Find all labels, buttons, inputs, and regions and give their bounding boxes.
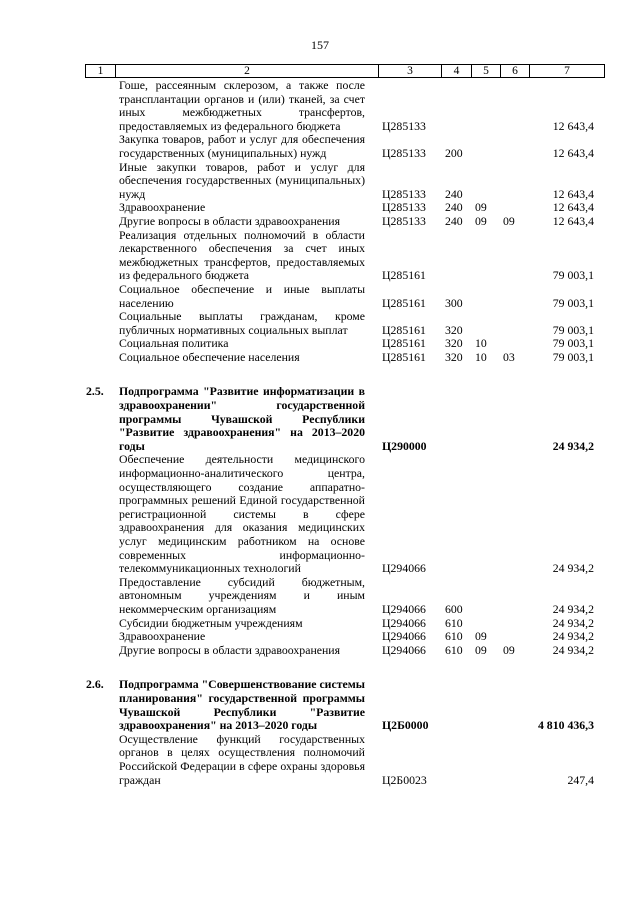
row-code: Ц285161 [382, 349, 426, 364]
row-sum: 24 934,2 [552, 615, 594, 630]
table-row [0, 337, 640, 351]
row-vr: 240 [445, 200, 463, 215]
row-code: Ц2Б0000 [382, 718, 429, 733]
table-row [0, 644, 640, 658]
header-cell: 1 [86, 65, 116, 78]
row-vr: 200 [445, 145, 463, 160]
row-name: Социальная политика [119, 336, 229, 351]
subprogram-row [0, 385, 640, 453]
row-code: Ц285161 [382, 336, 426, 351]
row-code: Ц285133 [382, 145, 426, 160]
table-row [0, 351, 640, 365]
row-sum: 79 003,1 [552, 349, 594, 364]
table-row [0, 453, 640, 575]
row-name: Иные закупки товаров, работ и услуг для обеспечения государственных (муниципальных) нужд [119, 159, 365, 201]
row-code: Ц294066 [382, 601, 426, 616]
row-sum: 12 643,4 [552, 145, 594, 160]
table-row [0, 310, 640, 337]
row-code: Ц285133 [382, 213, 426, 228]
row-sum: 4 810 436,3 [537, 718, 594, 733]
row-name: Осуществление функций государственных органов в целях осуществления полномочий Российской Федерации в сфере охраны здоровья граждан [119, 731, 365, 787]
row-code: Ц285161 [382, 322, 426, 337]
budget-table-body [0, 79, 640, 787]
row-sum: 24 934,2 [552, 601, 594, 616]
row-sum: 12 643,4 [552, 118, 594, 133]
row-name: Субсидии бюджетным учреждениям [119, 615, 303, 630]
header-cell: 2 [116, 65, 379, 78]
table-row [0, 733, 640, 787]
row-sum: 79 003,1 [552, 336, 594, 351]
row-code: Ц2Б0023 [382, 772, 427, 787]
header-cell: 7 [530, 65, 605, 78]
page-number: 157 [311, 38, 329, 52]
table-row [0, 133, 640, 160]
row-name: Предоставление субсидий бюджетным, автономным учреждениям и иным некоммерческим организациям [119, 574, 365, 616]
row-number: 2.6. [86, 677, 104, 692]
row-code: Ц285161 [382, 268, 426, 283]
row-name: Здравоохранение [119, 629, 206, 644]
row-rz: 09 [475, 200, 487, 215]
row-name: Социальные выплаты гражданам, кроме публичных нормативных социальных выплат [119, 309, 365, 337]
row-code: Ц285133 [382, 118, 426, 133]
row-rz: 10 [475, 336, 487, 351]
row-name: Социальное обеспечение и иные выплаты населению [119, 281, 365, 310]
row-name: Другие вопросы в области здравоохранения [119, 642, 341, 657]
table-row [0, 617, 640, 631]
row-sum: 79 003,1 [552, 295, 594, 310]
table-row [0, 201, 640, 215]
header-cell: 6 [501, 65, 530, 78]
row-vr: 610 [445, 642, 463, 657]
row-code: Ц294066 [382, 629, 426, 644]
row-vr: 320 [445, 349, 463, 364]
row-code: Ц294066 [382, 642, 426, 657]
header-cell: 4 [442, 65, 472, 78]
row-pr: 09 [503, 642, 515, 657]
row-code: Ц285133 [382, 200, 426, 215]
row-name: Здравоохранение [119, 200, 206, 215]
table-header [85, 64, 605, 78]
row-sum: 247,4 [567, 772, 594, 787]
row-sum: 79 003,1 [552, 322, 594, 337]
table-row [0, 215, 640, 229]
row-sum: 12 643,4 [552, 186, 594, 201]
row-sum: 24 934,2 [552, 629, 594, 644]
row-rz: 09 [475, 642, 487, 657]
row-name: Другие вопросы в области здравоохранения [119, 213, 341, 228]
row-vr: 320 [445, 322, 463, 337]
row-vr: 610 [445, 629, 463, 644]
row-rz: 09 [475, 629, 487, 644]
row-name: Обеспечение деятельности медицинского информационно-аналитического центра, осуществляющего создание аппаратно-программных решений Единой государственной регистрационной системы в сфере здравоохранения для оказания медицинских услуг медицинским работником на основе современных информационно-телекоммуникационных технологий [119, 452, 365, 576]
row-vr: 240 [445, 186, 463, 201]
table-row [0, 79, 640, 133]
row-vr: 600 [445, 601, 463, 616]
row-sum: 24 934,2 [552, 438, 594, 453]
row-vr: 610 [445, 615, 463, 630]
table-row [0, 576, 640, 617]
subprogram-row [0, 678, 640, 732]
row-number: 2.5. [86, 384, 104, 399]
row-rz: 10 [475, 349, 487, 364]
table-row [0, 630, 640, 644]
header-cell: 3 [379, 65, 442, 78]
row-vr: 320 [445, 336, 463, 351]
header-cell: 5 [472, 65, 501, 78]
row-name: Реализация отдельных полномочий в области лекарственного обеспечения за счет иных межбюджетных трансфертов, предоставляемых из федерального бюджета [119, 227, 365, 283]
row-pr: 09 [503, 213, 515, 228]
row-code: Ц285133 [382, 186, 426, 201]
row-sum: 12 643,4 [552, 213, 594, 228]
row-vr: 240 [445, 213, 463, 228]
row-code: Ц294066 [382, 615, 426, 630]
row-rz: 09 [475, 213, 487, 228]
row-name: Социальное обеспечение населения [119, 349, 300, 364]
row-pr: 03 [503, 349, 515, 364]
table-row [0, 229, 640, 283]
row-sum: 24 934,2 [552, 561, 594, 576]
row-name: Подпрограмма "Совершенствование системы планирования" государственной программы Чувашской Республики "Развитие здравоохранения" на 2013–2020 годы [119, 677, 365, 733]
row-sum: 12 643,4 [552, 200, 594, 215]
table-row [0, 283, 640, 310]
table-row [0, 161, 640, 202]
row-code: Ц290000 [382, 438, 427, 453]
row-code: Ц285161 [382, 295, 426, 310]
row-name: Подпрограмма "Развитие информатизации в здравоохранении" государственной программы Чувашской Республики "Развитие здравоохранения" на 2013–2020 годы [119, 384, 365, 453]
row-name: Гоше, рассеянным склерозом, а также после трансплантации органов и (или) тканей, за счет иных межбюджетных трансфертов, предоставляемых из федерального бюджета [119, 78, 365, 133]
row-sum: 79 003,1 [552, 268, 594, 283]
row-code: Ц294066 [382, 561, 426, 576]
row-name: Закупка товаров, работ и услуг для обеспечения государственных (муниципальных) нужд [119, 132, 365, 160]
row-sum: 24 934,2 [552, 642, 594, 657]
row-vr: 300 [445, 295, 463, 310]
